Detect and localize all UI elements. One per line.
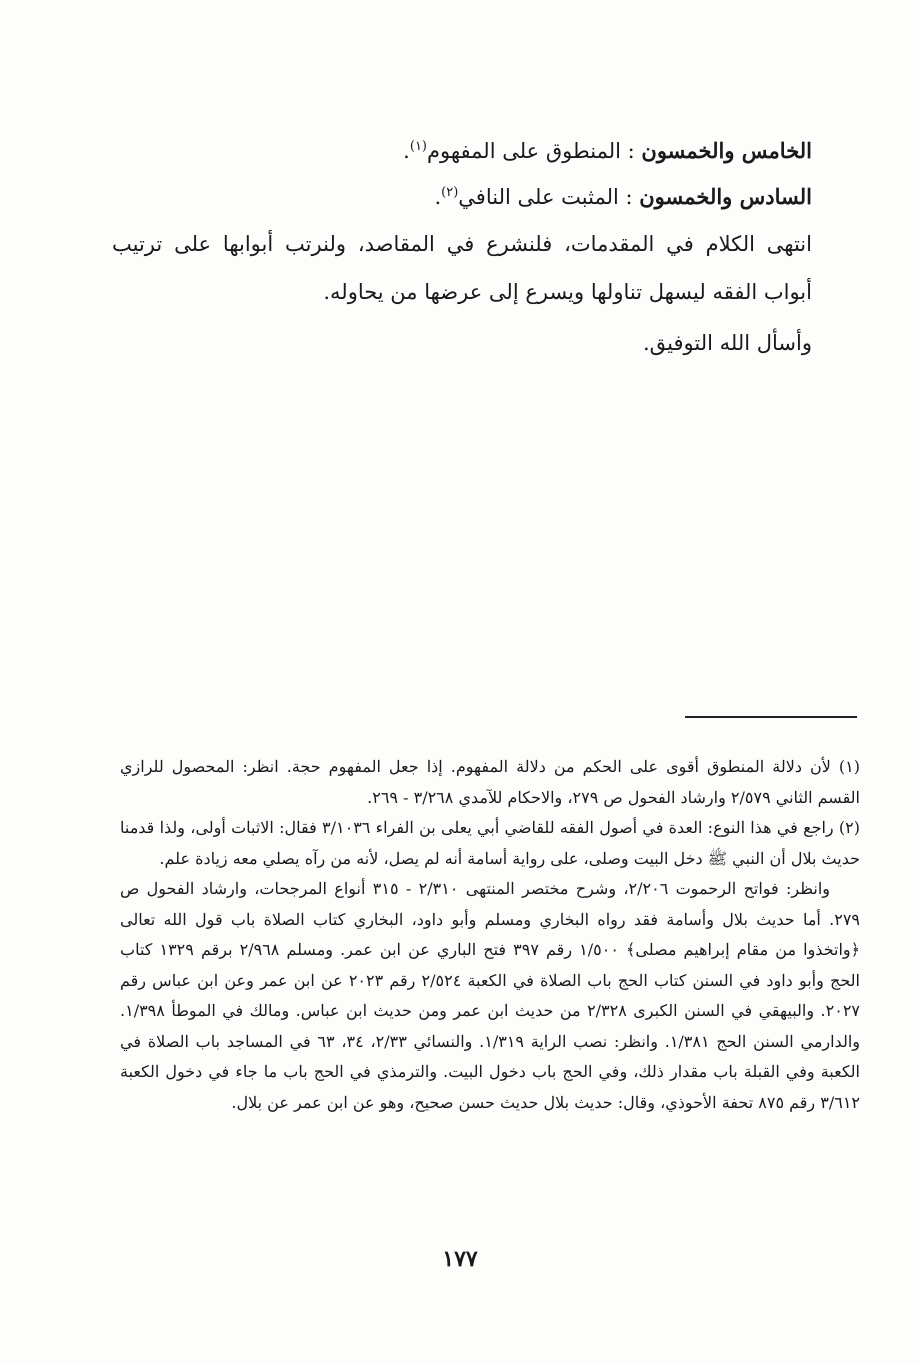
item-56-end: . [434,185,442,209]
footnote-1: (١) لأن دلالة المنطوق أقوى على الحكم من دلالة المفهوم. إذا جعل المفهوم حجة. انظر: المحصول للرازي القسم الثاني ٢/٥٧٩ وارشاد الفحول ص ٢٧٩، والاحكام للآمدي ٣/٢٦٨ - ٢٦٩. [120,757,860,807]
closing-line: وأسأل الله التوفيق. [642,331,812,355]
footnote-separator [685,716,857,718]
item-56-label: السادس والخمسون [639,184,812,209]
item-55-text: : المنطوق على المفهوم [427,139,635,163]
item-55-end: . [403,139,410,163]
footnote-ref-2[interactable]: (٢) [441,185,459,200]
item-56 [112,174,812,220]
footnotes-block [120,752,860,1118]
item-55 [112,128,812,174]
concluding-paragraph: انتهى الكلام في المقدمات، فلنشرع في المقاصد، ولنرتب أبوابها على ترتيب أبواب الفقه ليسهل تناولها ويسرع إلى عرضها من يحاوله. [112,232,812,304]
page-number: ١٧٧ [442,1246,478,1272]
item-55-label: الخامس والخمسون [641,138,812,163]
footnote-2: (٢) راجع في هذا النوع: العدة في أصول الفقه للقاضي أبي يعلى بن الفراء ٣/١٠٣٦ فقال: الاثبات أولى، ولذا قدمنا حديث بلال أن النبي ﷺ دخل البيت وصلى، على رواية أسامة أنه لم يصل، لأنه من رآه يصلي معه زيادة علم. [120,818,860,868]
footnote-ref-1[interactable]: (١) [409,139,427,154]
footnote-2-continuation: وانظر: فواتح الرحموت ٢/٢٠٦، وشرح مختصر المنتهى ٢/٣١٠ - ٣١٥ أنواع المرجحات، وارشاد الفحول ص ٢٧٩. أما حديث بلال وأسامة فقد رواه البخاري ومسلم وأبو داود، البخاري كتاب الصلاة باب قول الله تعالى ﴿واتخذوا من مقام إبراهيم مصلى﴾ ١/٥٠٠ رقم ٣٩٧ فتح الباري عن ابن عمر. ومسلم ٢/٩٦٨ برقم ١٣٢٩ كتاب الحج وأبو داود في السنن كتاب الحج باب الصلاة في الكعبة ٢/٥٢٤ رقم ٢٠٢٣ عن ابن عمر وعن ابن عباس رقم ٢٠٢٧. والبيهقي في السنن الكبرى ٢/٣٢٨ من حديث ابن عمر ومن حديث ابن عباس. ومالك في الموطأ ١/٣٩٨. والدارمي السنن الحج ١/٣٨١. وانظر: نصب الراية ١/٣١٩. والنسائي ٢/٣٣، ٣٤، ٦٣ في المساجد باب الصلاة في الكعبة وفي القبلة باب مقدار ذلك، وفي الحج باب دخول البيت. والترمذي في الحج باب ما جاء في دخول الكعبة ٣/٦١٢ رقم ٨٧٥ تحفة الأحوذي، وقال: حديث بلال حديث حسن صحيح، وهو عن ابن عمر عن بلال. [120,879,861,1112]
item-56-text: : المثبت على النافي [458,185,633,209]
main-text-block [112,128,812,366]
